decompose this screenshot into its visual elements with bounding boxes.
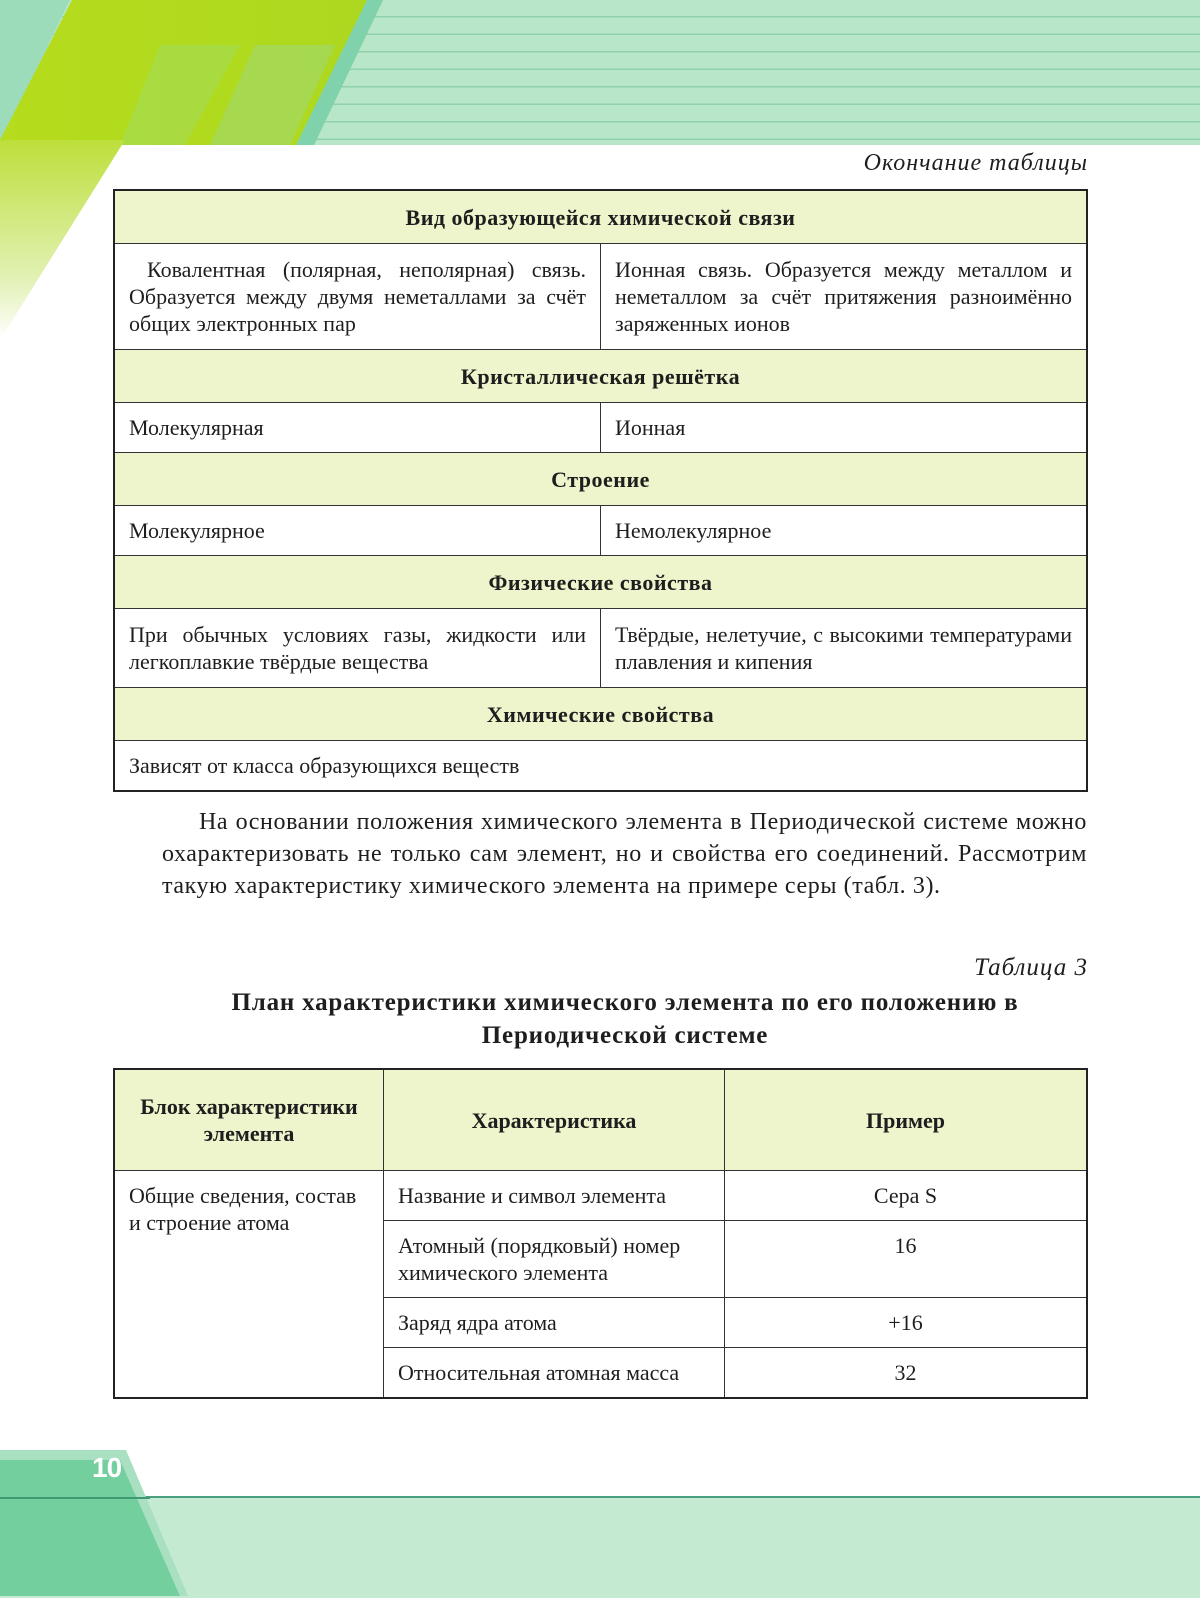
section-heading-row [114,190,1087,244]
table-cell: Твёрдые, нелетучие, с высокими температурами плавления и кипения [601,609,1088,688]
characteristic-cell: Название и символ элемента [384,1171,725,1221]
characteristic-cell: Относительная атомная масса [384,1348,725,1399]
example-cell: 32 [725,1348,1088,1399]
table-title: План характеристики химического элемента по его положению в Периодической системе [231,989,1019,1049]
header-decoration [0,0,1200,145]
body-paragraph: На основании положения химического элемента в Периодической системе можно охарактеризовать не только сам элемент, но и свойства его соединений. Рассмотрим такую характеристику химического элемента на примере серы (табл. 3). [162,809,1087,899]
footer-decoration [0,1440,1200,1596]
section-heading: Строение [114,453,1087,506]
table-row [114,244,1087,350]
table-row [114,741,1087,792]
table-row [114,506,1087,556]
example-cell: Сера S [725,1171,1088,1221]
table-cell: Ковалентная (полярная, неполярная) связь. Образуется между двумя неметаллами за счёт общих электронных пар [114,244,601,350]
section-heading: Физические свойства [114,556,1087,609]
table-header-row [114,1069,1087,1171]
section-heading: Кристаллическая решётка [114,350,1087,403]
section-heading: Химические свойства [114,688,1087,741]
section-heading-row [114,556,1087,609]
block-cell: Общие сведения, состав и строение атома [114,1171,384,1399]
table-cell: Немолекулярное [601,506,1088,556]
page-number: 10 [92,1452,122,1483]
example-cell: 16 [725,1221,1088,1298]
section-heading-row [114,453,1087,506]
side-lime-wedge [0,140,130,480]
table-row [114,1171,1087,1221]
table-label: Таблица 3 [974,954,1088,981]
characteristic-cell: Атомный (порядковый) номер химического элемента [384,1221,725,1298]
header-diagonal-shapes [0,0,1200,145]
element-characteristic-table [113,1068,1088,1399]
table-cell: При обычных условиях газы, жидкости или легкоплавкие твёрдые вещества [114,609,601,688]
continuation-caption: Окончание таблицы [863,150,1088,176]
table-cell: Зависят от класса образующихся веществ [114,741,1087,792]
table-cell: Ионная связь. Образуется между металлом и неметаллом за счёт притяжения разноимённо заряженных ионов [601,244,1088,350]
comparison-table [113,189,1088,792]
column-header: Блок характеристики элемента [114,1069,384,1171]
section-heading: Вид образующейся химической связи [114,190,1087,244]
table-row [114,403,1087,453]
characteristic-cell: Заряд ядра атома [384,1298,725,1348]
table-row [114,609,1087,688]
column-header: Пример [725,1069,1088,1171]
column-header: Характеристика [384,1069,725,1171]
section-heading-row [114,688,1087,741]
section-heading-row [114,350,1087,403]
table-cell: Молекулярное [114,506,601,556]
table-cell: Ионная [601,403,1088,453]
table-cell: Молекулярная [114,403,601,453]
example-cell: +16 [725,1298,1088,1348]
